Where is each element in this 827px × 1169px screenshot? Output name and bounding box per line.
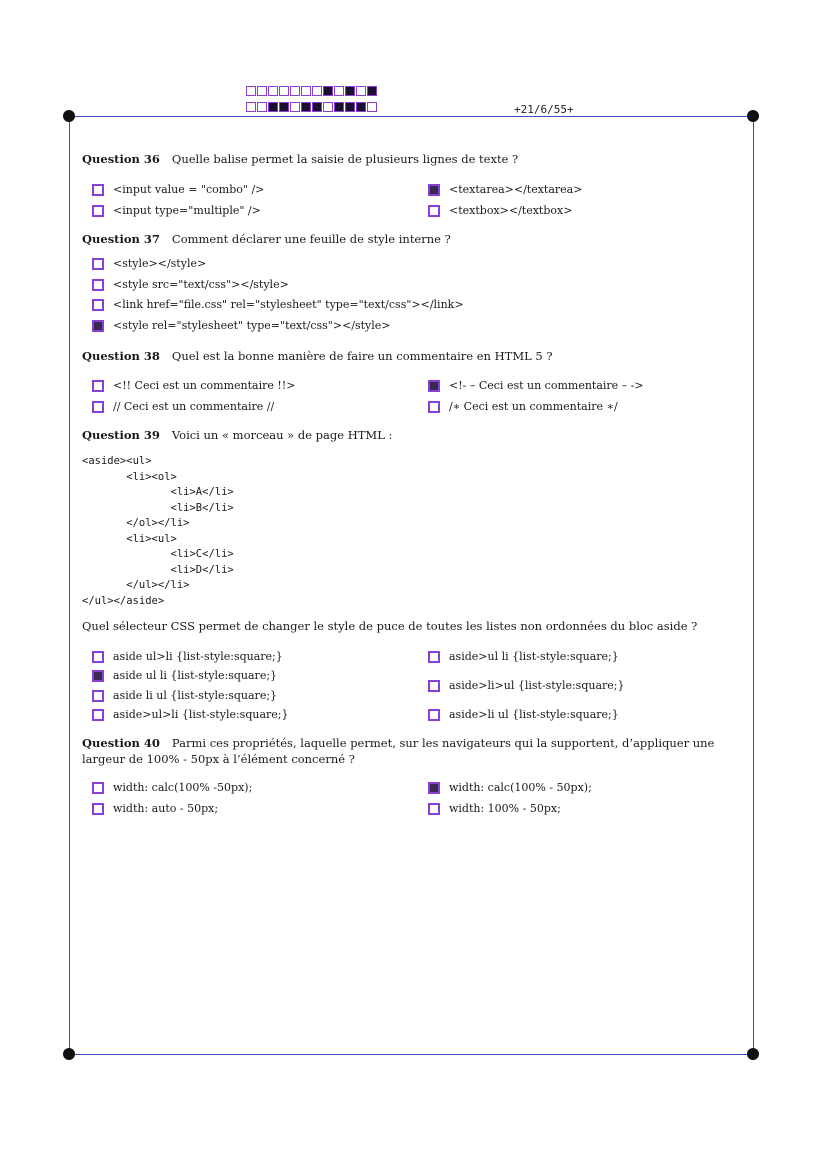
option-label: <!! Ceci est un commentaire !!> [113, 379, 296, 392]
option-label: aside>li ul {list-style:square;} [449, 708, 619, 721]
option-label: <textarea></textarea> [449, 183, 583, 196]
checkbox[interactable] [428, 401, 440, 413]
question-39 [82, 428, 392, 442]
question-text: Parmi ces propriétés, laquelle permet, sur les navigateurs qui la supportent, d’appliquer une largeur de 100% - 50px à l’élément concerné ? [82, 736, 715, 766]
option-label: aside li ul {list-style:square;} [113, 689, 278, 702]
option-label: aside ul li {list-style:square;} [113, 669, 278, 682]
code-snippet: <aside><ul> <li><ol> <li>A</li> <li>B</li> </ol></li> <li><ul> <li>C</li> <li>D</li> </ul></li> </ul></aside> [82, 455, 234, 607]
checkbox[interactable] [92, 279, 104, 291]
checkbox[interactable] [92, 782, 104, 794]
q37-option-2[interactable] [92, 278, 289, 291]
q37-option-3[interactable] [92, 298, 464, 311]
barcode-cell [301, 102, 311, 112]
question-label: Question 37 [82, 232, 160, 246]
q39-option-5[interactable] [92, 689, 277, 702]
q37-option-4[interactable] [92, 319, 391, 332]
q38-option-3[interactable] [92, 400, 274, 413]
question-37 [82, 232, 451, 246]
barcode-cell [367, 86, 377, 96]
corner-marker-bottom-right [747, 1048, 759, 1060]
option-label: aside>li>ul {list-style:square;} [449, 679, 625, 692]
question-label: Question 39 [82, 428, 160, 442]
question-text: Quelle balise permet la saisie de plusieurs lignes de texte ? [171, 152, 519, 166]
checkbox[interactable] [92, 299, 104, 311]
question-38 [82, 349, 553, 363]
barcode-cell [334, 102, 344, 112]
q40-option-2[interactable] [428, 781, 592, 794]
barcode-cell [334, 86, 344, 96]
checkbox[interactable] [92, 670, 104, 682]
question-40 [82, 735, 742, 767]
barcode-cell [367, 102, 377, 112]
checkbox[interactable] [428, 380, 440, 392]
barcode-cell [323, 102, 333, 112]
barcode-cell [268, 102, 278, 112]
barcode-cell [246, 86, 256, 96]
barcode-cell [301, 86, 311, 96]
q39-option-1[interactable] [92, 650, 283, 663]
question-text: Voici un « morceau » de page HTML : [171, 428, 393, 442]
barcode-cell [246, 102, 256, 112]
option-label: // Ceci est un commentaire // [113, 400, 275, 413]
checkbox[interactable] [92, 380, 104, 392]
q39-option-2[interactable] [428, 650, 619, 663]
checkbox[interactable] [92, 709, 104, 721]
q38-option-4[interactable] [428, 400, 618, 413]
q37-option-1[interactable] [92, 257, 206, 270]
question-label: Question 38 [82, 349, 160, 363]
q40-option-3[interactable] [92, 802, 218, 815]
option-label: <style src="text/css"></style> [113, 278, 289, 291]
option-label: <style></style> [113, 257, 207, 270]
option-label: <input value = "combo" /> [113, 183, 265, 196]
q39-option-4[interactable] [428, 679, 624, 692]
question-39-stem: Quel sélecteur CSS permet de changer le style de puce de toutes les listes non ordonnées du bloc aside ? [82, 619, 698, 633]
corner-marker-top-left [63, 110, 75, 122]
question-36 [82, 152, 518, 166]
barcode-cell [290, 86, 300, 96]
checkbox[interactable] [428, 709, 440, 721]
q36-option-4[interactable] [428, 204, 572, 217]
corner-marker-top-right [747, 110, 759, 122]
q39-option-7[interactable] [428, 708, 619, 721]
checkbox[interactable] [428, 205, 440, 217]
q39-option-3[interactable] [92, 669, 277, 682]
question-text: Comment déclarer une feuille de style interne ? [171, 232, 451, 246]
q36-option-1[interactable] [92, 183, 264, 196]
checkbox[interactable] [92, 401, 104, 413]
q40-option-4[interactable] [428, 802, 561, 815]
option-label: width: 100% - 50px; [449, 802, 561, 815]
option-label: <style rel="stylesheet" type="text/css"></style> [113, 319, 391, 332]
option-label: aside>ul li {list-style:square;} [449, 650, 619, 663]
q38-option-1[interactable] [92, 379, 295, 392]
checkbox[interactable] [428, 680, 440, 692]
checkbox[interactable] [92, 651, 104, 663]
barcode-cell [356, 102, 366, 112]
barcode-cell [268, 86, 278, 96]
option-label: aside>ul>li {list-style:square;} [113, 708, 289, 721]
barcode-cell [290, 102, 300, 112]
question-label: Question 36 [82, 152, 160, 166]
option-label: width: calc(100% - 50px); [449, 781, 592, 794]
checkbox[interactable] [92, 205, 104, 217]
option-label: /∗ Ceci est un commentaire ∗/ [449, 400, 618, 413]
checkbox[interactable] [92, 184, 104, 196]
option-label: <link href="file.css" rel="stylesheet" type="text/css"></link> [113, 298, 464, 311]
q40-option-1[interactable] [92, 781, 252, 794]
barcode-row-bottom [246, 102, 377, 112]
option-label: width: calc(100% -50px); [113, 781, 253, 794]
option-label: width: auto - 50px; [113, 802, 219, 815]
checkbox[interactable] [92, 803, 104, 815]
barcode-cell [345, 102, 355, 112]
barcode-cell [345, 86, 355, 96]
q39-option-6[interactable] [92, 708, 288, 721]
barcode-cell [312, 86, 322, 96]
question-text: Quel est la bonne manière de faire un commentaire en HTML 5 ? [171, 349, 553, 363]
barcode-cell [312, 102, 322, 112]
option-label: aside ul>li {list-style:square;} [113, 650, 283, 663]
checkbox[interactable] [428, 651, 440, 663]
barcode-cell [323, 86, 333, 96]
checkbox[interactable] [92, 690, 104, 702]
checkbox[interactable] [428, 803, 440, 815]
option-label: <input type="multiple" /> [113, 204, 261, 217]
checkbox[interactable] [428, 782, 440, 794]
question-label: Question 40 [82, 736, 160, 750]
barcode-cell [356, 86, 366, 96]
q36-option-3[interactable] [92, 204, 261, 217]
barcode-row-top [246, 86, 377, 96]
option-label: <!- – Ceci est un commentaire – -> [449, 379, 644, 392]
q36-option-2[interactable] [428, 183, 582, 196]
barcode-cell [257, 102, 267, 112]
barcode-cell [257, 86, 267, 96]
q38-option-2[interactable] [428, 379, 644, 392]
barcode-cell [279, 102, 289, 112]
checkbox[interactable] [428, 184, 440, 196]
barcode-cell [279, 86, 289, 96]
checkbox[interactable] [92, 258, 104, 270]
option-label: <textbox></textbox> [449, 204, 573, 217]
page-code: +21/6/55+ [514, 103, 574, 116]
corner-marker-bottom-left [63, 1048, 75, 1060]
checkbox[interactable] [92, 320, 104, 332]
